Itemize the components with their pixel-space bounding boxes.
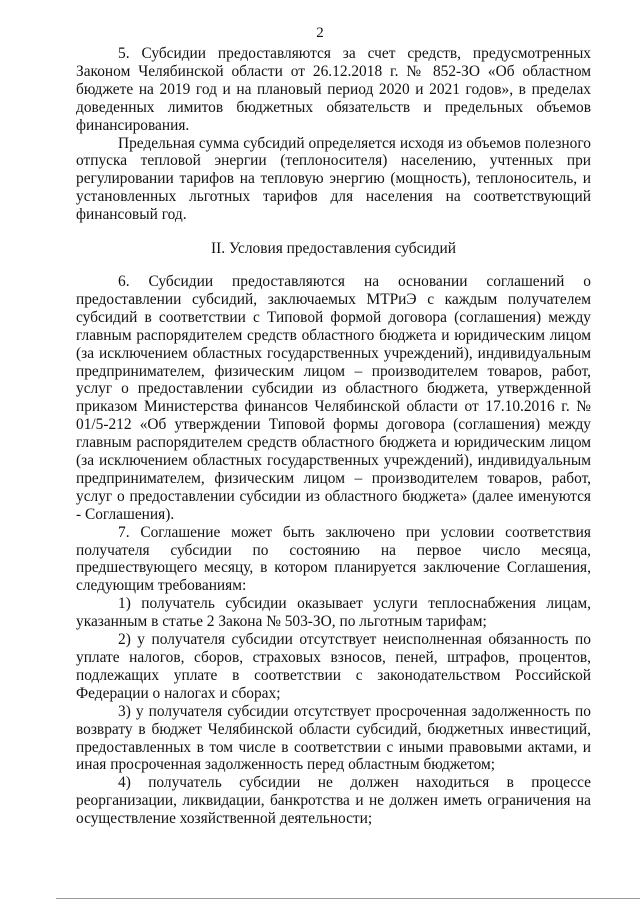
section-heading: II. Условия предоставления субсидий [211,240,456,258]
requirement-1: 1) получатель субсидии оказывает услуги теплоснабжения лицам, указанным в статье 2 Закона № 503-ЗО, по льготным тарифам; [76,595,591,631]
paragraph-6: 6. Субсидии предоставляются на основании соглашений о предоставлении субсидий, заключаемых МТРиЭ с каждым получателем субсидий в соответствии с Типовой формой договора (соглашения) между главным распорядителем средств областного бюджета и юридическим лицом (за исключением областных государственных учреждений), индивидуальным предпринимателем, физическим лицом – производителем товаров, работ, услуг о предоставлении субсидии из областного бюджета, утвержденной приказом Министерства финансов Челябинской области от 17.10.2016 г. № 01/5-212 «Об утверждении Типовой формы договора (соглашения) между главным распорядителем средств областного бюджета и юридическим лицом (за исключением областных государственных учреждений), индивидуальным предпринимателем, физическим лицом – производителем товаров, работ, услуг о предоставлении субсидии из областного бюджета» (далее именуются - Соглашения). [76,272,591,523]
paragraph-7: 7. Соглашение может быть заключено при условии соответствия получателя субсидии по состоянию на первое число месяца, предшествующего месяцу, в котором планируется заключение Соглашения, следующим требованиям: [76,523,591,595]
bottom-divider [56,898,640,899]
page-number: 2 [316,25,324,41]
requirement-4: 4) получатель субсидии не должен находиться в процессе реорганизации, ликвидации, банкротства и не должен иметь ограничения на осуществление хозяйственной деятельности; [76,774,591,828]
paragraph-5: 5. Субсидии предоставляются за счет средств, предусмотренных Законом Челябинской области от 26.12.2018 г. № 852-ЗО «Об областном бюджете на 2019 год и на плановый период 2020 и 2021 годов», в пределах доведенных лимитов бюджетных обязательств и предельных объемов финансирования. [76,45,591,134]
document-body [76,45,591,828]
paragraph-limit-sum: Предельная сумма субсидий определяется исходя из объемов полезного отпуска тепловой энергии (теплоносителя) населению, учтенных при регулировании тарифов на тепловую энергию (мощность), теплоноситель, и установленных льготных тарифов для населения на соответствующий финансовый год. [76,134,591,224]
requirement-3: 3) у получателя субсидии отсутствует просроченная задолженность по возврату в бюджет Челябинской области субсидий, бюджетных инвестиций, предоставленных в том числе в соответствии с иными правовыми актами, и иная просроченная задолженность перед областным бюджетом; [76,702,591,774]
requirement-2: 2) у получателя субсидии отсутствует неисполненная обязанность по уплате налогов, сборов, страховых взносов, пеней, штрафов, процентов, подлежащих уплате в соответствии с законодательством Российской Федерации о налогах и сборах; [76,631,591,702]
